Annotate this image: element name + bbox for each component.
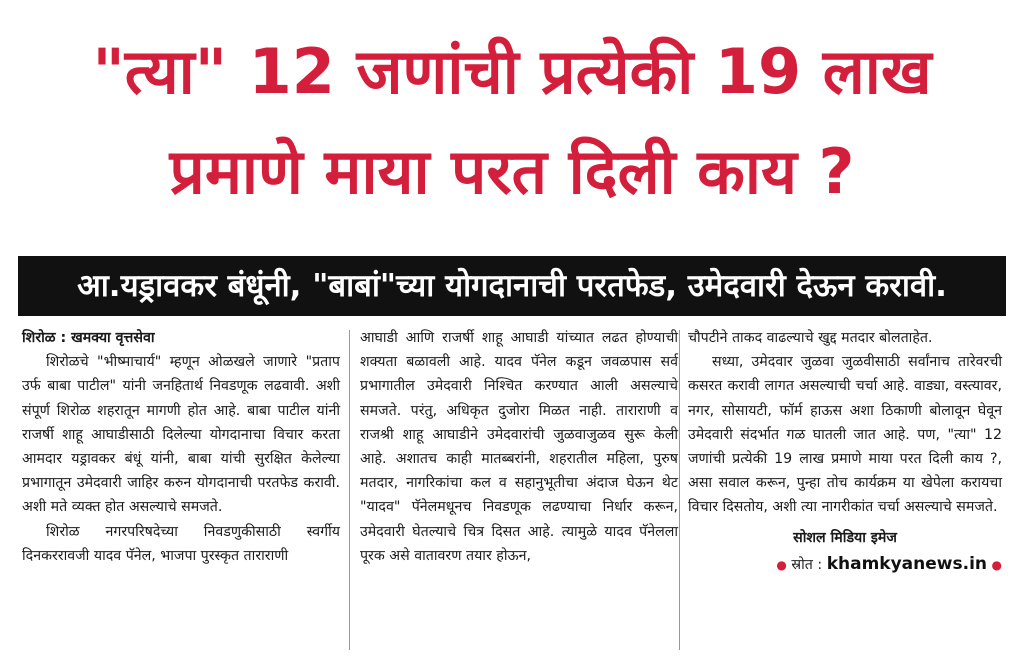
- article-column-3: [688, 326, 1002, 577]
- subheadline-banner: आ.यड्रावकर बंधूंनी, "बाबां"च्या योगदानाची परतफेड, उमेदवारी देऊन करावी.: [18, 256, 1006, 316]
- image-credit: सोशल मिडिया इमेज: [793, 529, 897, 546]
- article-body: [22, 326, 1002, 656]
- source-line: [688, 552, 1002, 577]
- bullet-dot-icon: ●: [776, 557, 787, 572]
- source-label: स्रोत :: [791, 556, 823, 573]
- article-column-2: [360, 326, 678, 568]
- paragraph: शिरोळचे "भीष्माचार्य" म्हणून ओळखले जाणारे "प्रताप उर्फ बाबा पाटील" यांनी जनहितार्थ निवडणूक लढवावी. अशी संपूर्ण शिरोळ शहरातून मागणी होत आहे. बाबा पाटील यांनी राजर्षी शाहू आघाडीसाठी दिलेल्या योगदानाचा विचार करता आमदार यड्रावकर बंधूं यांनी, बाबा यांची सुरक्षित केलेल्या प्रभागातून उमेदवारी जाहिर करुन योगदानाची परतफेड करावी. अशी मते व्यक्त होत असल्याचे समजते.: [22, 354, 340, 516]
- paragraph: शिरोळ नगरपरिषदेच्या निवडणुकीसाठी स्वर्गीय दिनकररावजी यादव पॅनेल, भाजपा पुरस्कृत ताराराणी: [22, 523, 340, 564]
- headline-line-2: प्रमाणे माया परत दिली काय ?: [169, 135, 855, 208]
- source-site-link[interactable]: khamkyanews.in: [826, 553, 987, 574]
- article-column-1: [22, 326, 340, 568]
- headline-line-1: "त्या" 12 जणांची प्रत्येकी 19 लाख: [92, 35, 932, 108]
- headline: [0, 22, 1024, 222]
- paragraph: आघाडी आणि राजर्षी शाहू आघाडी यांच्यात लढत होण्याची शक्यता बळावली आहे. यादव पॅनेल कडून जवळपास सर्व प्रभागातील उमेदवारी निश्चित करण्यात आली असल्याचे समजते. परंतु, अधिकृत दुजोरा मिळत नाही. ताराराणी व राजश्री शाहू आघाडीने उमेदवारांची जुळवाजुळव सुरू केली आहे. अशातच काही मातब्बरांनी, शहरातील महिला, पुरुष मतदार, नागरिकांचा कल व सहानुभूतीचा अंदाज घेऊन थेट "यादव" पॅनेलमधूनच निवडणूक लढण्याचा निर्धार करून, उमेदवारी घेतल्याचे चित्र दिसत आहे. त्यामुळे यादव पॅनेलला पूरक असे वातावरण तयार होऊन,: [360, 330, 678, 564]
- paragraph: चौपटीने ताकद वाढल्याचे खुद्द मतदार बोलताहेत.: [688, 330, 933, 346]
- bullet-dot-icon: ●: [991, 557, 1002, 572]
- column-divider: [679, 330, 680, 650]
- paragraph: सध्या, उमेदवार जुळवा जुळवीसाठी सर्वांनाच तारेवरची कसरत करावी लागत असल्याची चर्चा आहे. वाड्या, वस्त्यावर, नगर, सोसायटी, फॉर्म हाऊस अशा ठिकाणी बोलावून घेवून उमेदवारी संदर्भात गळ घातली जात आहे. पण, "त्या" 12 जणांची प्रत्येकी 19 लाख प्रमाणे माया परत दिली काय ?, असा सवाल करून, पुन्हा तोच कार्यक्रम या खेपेला करायचा विचार दिसतोय, अशी त्या नागरीकांत चर्चा असल्याचे समजते.: [688, 354, 1002, 516]
- byline: शिरोळ : खमक्या वृत्तसेवा: [22, 330, 155, 346]
- column-divider: [349, 330, 350, 650]
